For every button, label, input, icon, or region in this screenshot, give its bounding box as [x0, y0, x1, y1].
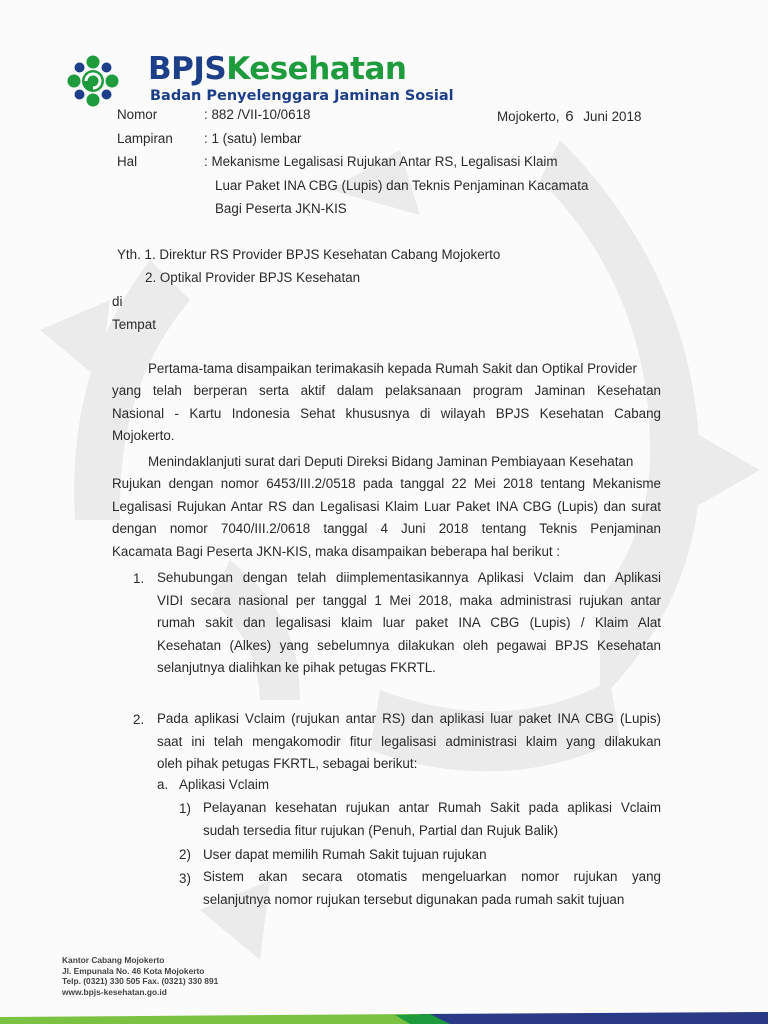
addressee-line-2: 2. Optikal Provider BPJS Kesehatan [145, 270, 361, 285]
item2-line: oleh pihak petugas FKRTL, sebagai berikut: [157, 756, 418, 772]
para2-line: Rujukan dengan nomor 6453/III.2/0518 pada tanggal 22 Mei 2018 tentang Mekanisme [112, 476, 661, 491]
date-month-year: Juni 2018 [583, 109, 642, 124]
para1-line: Nasional - Kartu Indonesia Sehat khususnya di wilayah BPJS Kesehatan Cabang [112, 405, 661, 421]
item1-body [157, 567, 661, 680]
item1-line: selanjutnya dialihkan ke pihak petugas FKRTL. [157, 660, 436, 676]
logo-kesehatan-text: Kesehatan [226, 51, 407, 87]
subitem-3-body [203, 866, 661, 911]
item2-line: Pada aplikasi Vclaim (rujukan antar RS) dan aplikasi luar paket INA CBG (Lupis) [157, 711, 661, 726]
footer-color-bar [0, 1012, 768, 1024]
item2-line: saat ini telah mengakomodir fitur legalisasi administrasi klaim yang dilakukan [157, 733, 661, 749]
item1-line: VIDI secara nasional per tanggal 1 Mei 2018, maka administrasi rujukan antar [157, 592, 661, 608]
bpjs-logo-icon [64, 52, 122, 110]
para2-line: dengan nomor 7040/III.2/0618 tanggal 4 Juni 2018 tentang Teknis Penjaminan [112, 521, 661, 537]
footer-phone: Telp. (0321) 330 505 Fax. (0321) 330 891 [62, 976, 219, 986]
sub-a-letter: a. [157, 777, 169, 792]
para2-line: Kacamata Bagi Peserta JKN-KIS, maka disampaikan beberapa hal berikut : [112, 543, 561, 559]
addressee-tempat: Tempat [112, 317, 156, 332]
hal-line-2: Luar Paket INA CBG (Lupis) dan Teknis Penjaminan Kacamata [215, 178, 589, 193]
logo-bpjs-text: BPJS [148, 51, 227, 87]
subitem-3-line: selanjutnya nomor rujukan tersebut digunakan pada rumah sakit tujuan [203, 891, 625, 907]
item1-line: Kesehatan (Alkes) yang sebelumnya dilakukan oleh pegawai BPJS Kesehatan [157, 637, 661, 653]
lampiran-value: : 1 (satu) lembar [204, 131, 302, 146]
para1-line: yang telah berperan serta aktif dalam pelaksanaan program Jaminan Kesehatan [112, 383, 661, 398]
para2-line: Legalisasi Rujukan Antar RS dan Legalisasi Klaim Luar Paket INA CBG (Lupis) dan surat [112, 498, 661, 514]
footer-office: Kantor Cabang Mojokerto [62, 955, 165, 965]
date-place: Mojokerto, [497, 109, 560, 124]
para1-line-1: Pertama-tama disampaikan terimakasih kepada Rumah Sakit dan Optikal Provider [148, 361, 637, 376]
subitem-2-number: 2) [179, 847, 191, 862]
subitem-2-line: User dapat memilih Rumah Sakit tujuan rujukan [203, 847, 487, 862]
nomor-label: Nomor [117, 107, 158, 122]
date-day: 6 [565, 108, 574, 125]
para1-line: Mojokerto. [112, 428, 175, 444]
logo-subtitle: Badan Penyelenggara Jaminan Sosial [150, 88, 454, 104]
footer-website[interactable]: www.bpjs-kesehatan.go.id [62, 986, 167, 997]
letter-date [497, 108, 641, 126]
subitem-3-line: Sistem akan secara otomatis mengeluarkan nomor rujukan yang [203, 869, 661, 884]
item2-body [157, 708, 661, 776]
hal-label: Hal [117, 154, 138, 169]
hal-line-3: Bagi Peserta JKN-KIS [215, 201, 347, 216]
subitem-1-number: 1) [179, 801, 191, 816]
hal-line-1: : Mekanisme Legalisasi Rujukan Antar RS, Legalisasi Klaim [204, 154, 558, 169]
para1-body [112, 380, 661, 448]
para2-line-1: Menindaklanjuti surat dari Deputi Direksi Bidang Jaminan Pembiayaan Kesehatan [148, 454, 634, 469]
addressee-di: di [112, 294, 123, 309]
nomor-value: : 882 /VII-10/0618 [204, 107, 311, 122]
subitem-1-body [203, 797, 661, 842]
subitem-3-number: 3) [179, 871, 191, 886]
item1-line: rumah sakit dan legalisasi klaim luar paket INA CBG (Lupis) / Klaim Alat [157, 615, 661, 631]
subitem-1-line: sudah tersedia fitur rujukan (Penuh, Partial dan Rujuk Balik) [203, 822, 559, 838]
footer-address: Jl. Empunala No. 46 Kota Mojokerto [62, 965, 205, 976]
item1-line: Sehubungan dengan telah diimplementasikannya Aplikasi Vclaim dan Aplikasi [157, 570, 661, 585]
para2-body [112, 473, 661, 563]
subitem-1-line: Pelayanan kesehatan rujukan antar Rumah Sakit pada aplikasi Vclaim [203, 800, 661, 815]
sub-a-title: Aplikasi Vclaim [179, 777, 270, 792]
lampiran-label: Lampiran [117, 131, 173, 146]
footer-address-block [62, 955, 218, 997]
item1-number: 1. [133, 571, 145, 586]
item2-number: 2. [133, 712, 145, 727]
addressee-line-1: Yth. 1. Direktur RS Provider BPJS Kesehatan Cabang Mojokerto [117, 247, 501, 262]
logo-wordmark [148, 52, 407, 86]
